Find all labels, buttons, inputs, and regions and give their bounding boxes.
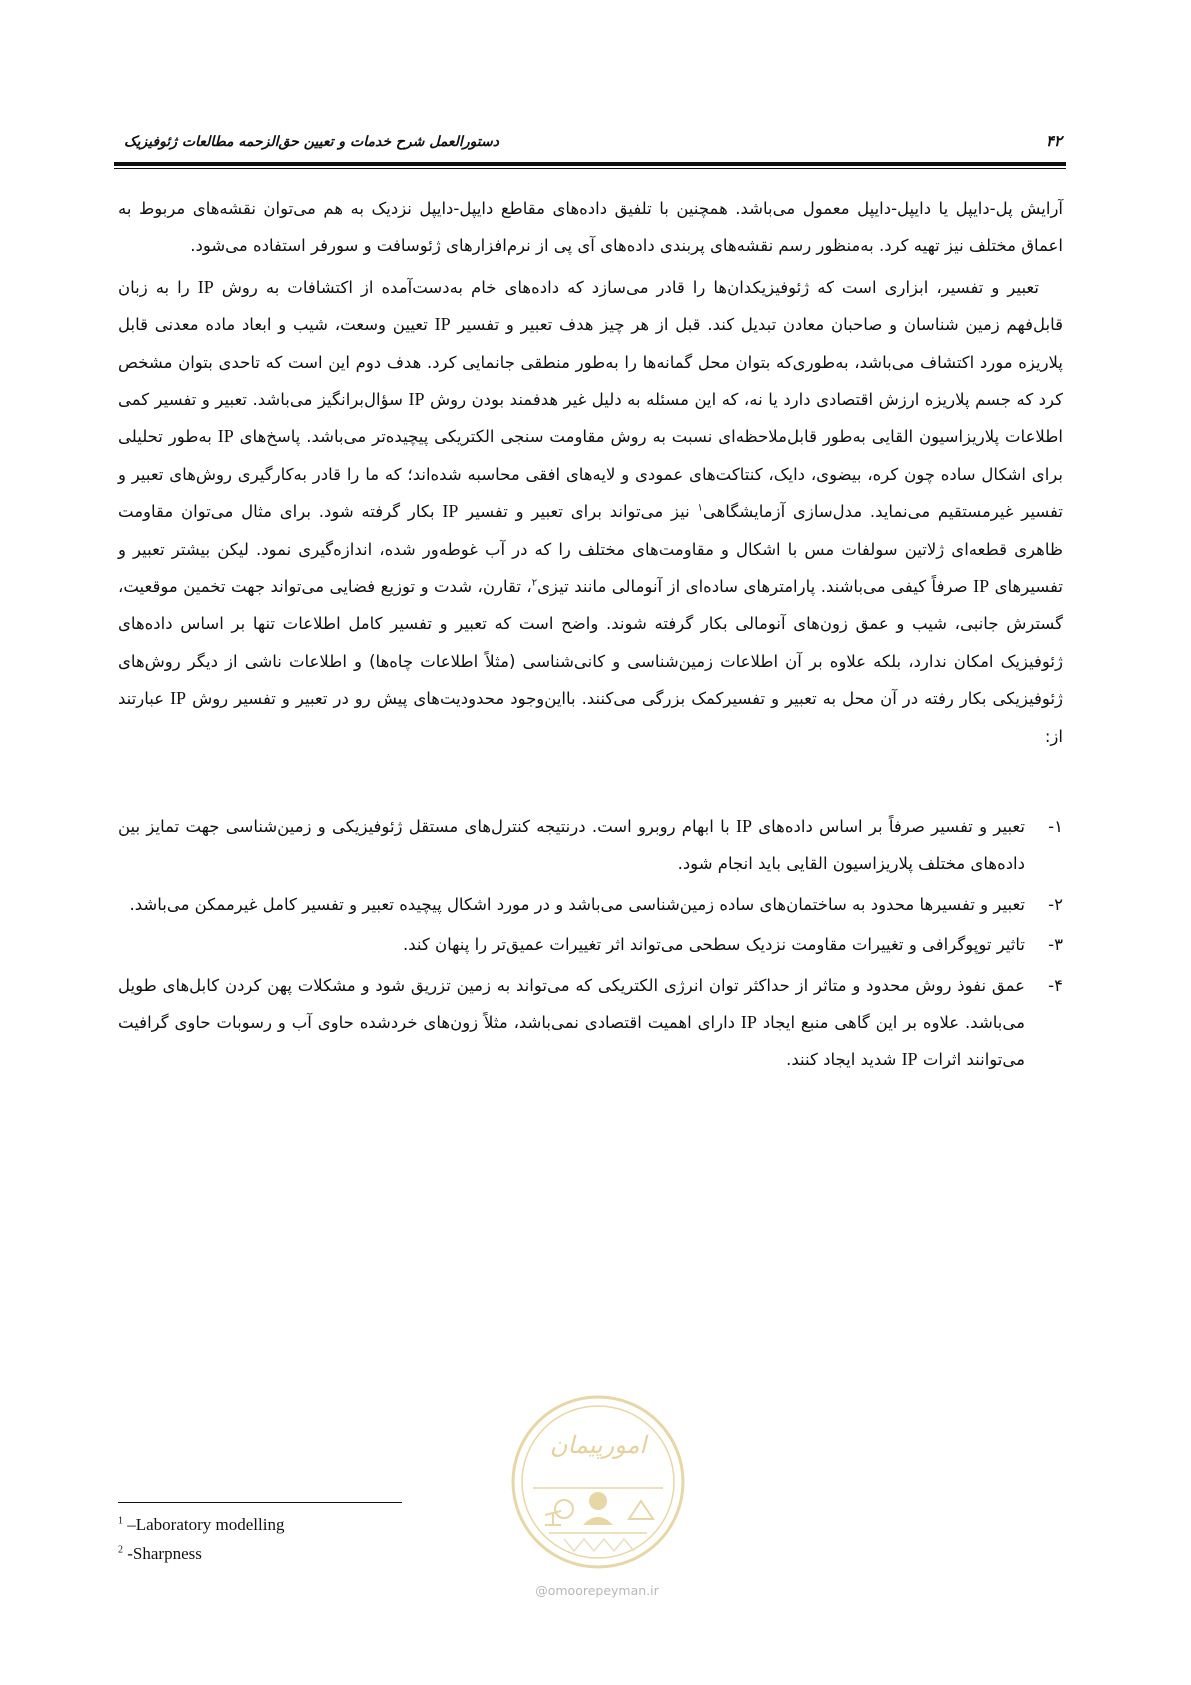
footnote-1-text: –Laboratory modelling (123, 1515, 285, 1534)
ip-term: IP (434, 314, 451, 335)
item-4-text-a: عمق نفوذ روش محدود و متاثر از حداکثر توان انرژی الکتریکی که می‌تواند به زمین تزریق شود و مشکلات پهن کردن کابل‌های طویل می‌باشد. علاوه بر این گاهی منبع ایجاد (118, 975, 1025, 1033)
ip-term: IP (217, 426, 234, 447)
p2-text-i: ، تقارن، شدت و توزیع فضایی می‌تواند جهت تخمین موقعیت، گسترش جانبی، شیب و عمق زون‌های آنومالی بکار گرفته شوند. واضح است که تعبیر و تفسیر کامل اطلاعات تنها بر اساس داده‌های ژئوفیزیک امکان ندارد، بلکه علاوه بر آن اطلاعات زمین‌شناسی و کانی‌شناسی (مثلاً اطلاعات چاه‌ها) و اطلاعات ناشی از دیگر روش‌های ژئوفیزیکی بکار رفته در آن محل به تعبیر و تفسیرکمک بزرگی می‌کنند. بااین‌وجود محدودیت‌های پیش رو در تعبیر و تفسیر روش (118, 577, 1064, 709)
footnote-2-mark: 2 (118, 1544, 123, 1556)
page-number: ۴۲ (1045, 132, 1062, 150)
item-1-text-b: با ابهام روبرو است. درنتیجه کنترل‌های مستقل ژئوفیزیکی و زمین‌شناسی جهت تمایز بین داده‌های مختلف پلاریزاسیون القایی باید انجام شود. (118, 817, 1025, 874)
header-rule-thin (114, 168, 1066, 169)
ip-term: IP (740, 1012, 757, 1033)
item-4-text-b: دارای اهمیت اقتصادی نمی‌باشد، مثلاً زون‌های خردشده حاوی آب و رسوبات حاوی گرافیت می‌توانند اثرات (118, 1013, 1025, 1070)
paragraph-1: آرایش پل-دایپل یا دایپل-دایپل معمول می‌باشد. همچنین با تلفیق داده‌های مقاطع دایپل-دایپل نزدیک به هم می‌توان نقشه‌های مربوط به اعماق مختلف نیز تهیه کرد. به‌منظور رسم نقشه‌های پربندی داده‌های آی پی از نرم‌افزارهای ژئوسافت و سورفر استفاده می‌شود. (118, 199, 1063, 256)
footnote-2 (118, 1539, 284, 1568)
list-number: ۳- (1048, 935, 1063, 955)
limitations-list (118, 808, 1063, 1082)
p2-text-g: بکار گرفته شود. برای مثال می‌توان مقاومت ظاهری قطعه‌ای ژلاتین سولفات مس با اشکال و مقاومت‌های مختلف را که در آب غوطه‌ور شده، اندازه‌گیری نمود. لیکن بیشتر تعبیر و تفسیرهای (118, 502, 1063, 597)
ip-term: IP (408, 389, 425, 410)
ip-term: IP (735, 816, 752, 836)
ip-term: IP (170, 688, 187, 709)
ip-term: IP (901, 1049, 918, 1070)
body-text (118, 190, 1063, 759)
ip-term: IP (197, 276, 214, 297)
footnotes (118, 1510, 284, 1568)
item-1-text-a: تعبیر و تفسیر صرفاً بر اساس داده‌های (751, 817, 1025, 836)
footnote-2-text: -Sharpness (123, 1544, 202, 1563)
watermark-url: @omoorepeyman.ir (535, 1583, 659, 1598)
footnote-ref-2: ۲ (531, 577, 538, 589)
list-number: ۴- (1048, 975, 1063, 995)
p2-text-e: به‌طور تحلیلی برای اشکال ساده چون کره، بیضوی، دایک، کنتاکت‌های عمودی و لایه‌های افقی محاسبه شده‌اند؛ که ما را قادر به‌کارگیری روش‌های تعبیر و تفسیر غیرمستقیم می‌نماید. مدل‌سازی آزمایشگاهی (118, 427, 1063, 522)
footnote-rule (118, 1502, 402, 1503)
footnote-1-mark: 1 (118, 1515, 123, 1527)
footnote-ref-1: ۱ (697, 502, 703, 514)
seal-text: امورپیمان (549, 1431, 647, 1459)
item-2-text: تعبیر و تفسیرها محدود به ساختمان‌های ساده زمین‌شناسی می‌باشد و در مورد اشکال پیچیده تعبیر و تفسیر کامل غیرممکن می‌باشد. (129, 894, 1025, 914)
p2-text-b: را به زبان قابل‌فهم زمین شناسان و صاحبان معادن تبدیل کند. قبل از هر چیز هدف تعبیر و تفسیر (118, 277, 1064, 335)
p2-text-f: نیز می‌تواند برای تعبیر و تفسیر (458, 502, 698, 522)
p2-text-a: تعبیر و تفسیر، ابزاری است که ژئوفیزیکدان‌ها را قادر می‌سازد که داده‌های خام به‌دست‌آمده از اکتشافات به روش (213, 277, 1039, 297)
ip-term: IP (973, 576, 990, 597)
list-number: ۲- (1048, 894, 1063, 914)
footnote-1 (118, 1510, 284, 1539)
list-item (118, 926, 1063, 963)
seal-logo-icon (509, 1393, 687, 1571)
p2-text-h: صرفاً کیفی می‌باشند. پارامترهای ساده‌ای از آنومالی مانند تیزی (537, 577, 974, 597)
item-4-text-c: شدید ایجاد کنند. (786, 1050, 902, 1070)
list-number: ۱- (1048, 817, 1063, 836)
ip-term: IP (442, 501, 459, 522)
item-3-text: تاثیر توپوگرافی و تغییرات مقاومت نزدیک سطحی می‌تواند اثر تغییرات عمیق‌تر را پنهان کند. (403, 935, 1025, 955)
paragraph-2 (118, 269, 1063, 755)
header-title: دستورالعمل شرح خدمات و تعیین حق‌الزحمه مطالعات ژئوفیزیک (124, 134, 499, 150)
list-item (118, 808, 1063, 883)
p2-text-c: تعیین وسعت، شیب و ابعاد ماده معدنی قابل پلاریزه مورد اکتشاف می‌باشد، به‌طوری‌که بتوان محل گمانه‌ها را به‌طور منطقی جانمایی کرد. هدف دوم این است که تاحدی بتوان مشخص کرد که جسم پلاریزه ارزش اقتصادی دارد یا نه، که این مسئله به دلیل غیر هدفمند بودن روش (118, 315, 1063, 410)
running-header (114, 128, 1066, 154)
header-rule-thick (114, 162, 1066, 166)
list-item (118, 886, 1063, 923)
list-item (118, 967, 1063, 1079)
p2-text-d: سؤال‌برانگیز می‌باشد. تعبیر و تفسیر کمی اطلاعات پلاریزاسیون القایی به‌طور قابل‌ملاحظه‌ای نسبت به روش مقاومت سنجی الکتریکی پیچیده‌تر می‌باشد. پاسخ‌های (118, 390, 1063, 447)
p2-text-j: عبارتند از: (118, 689, 1063, 746)
